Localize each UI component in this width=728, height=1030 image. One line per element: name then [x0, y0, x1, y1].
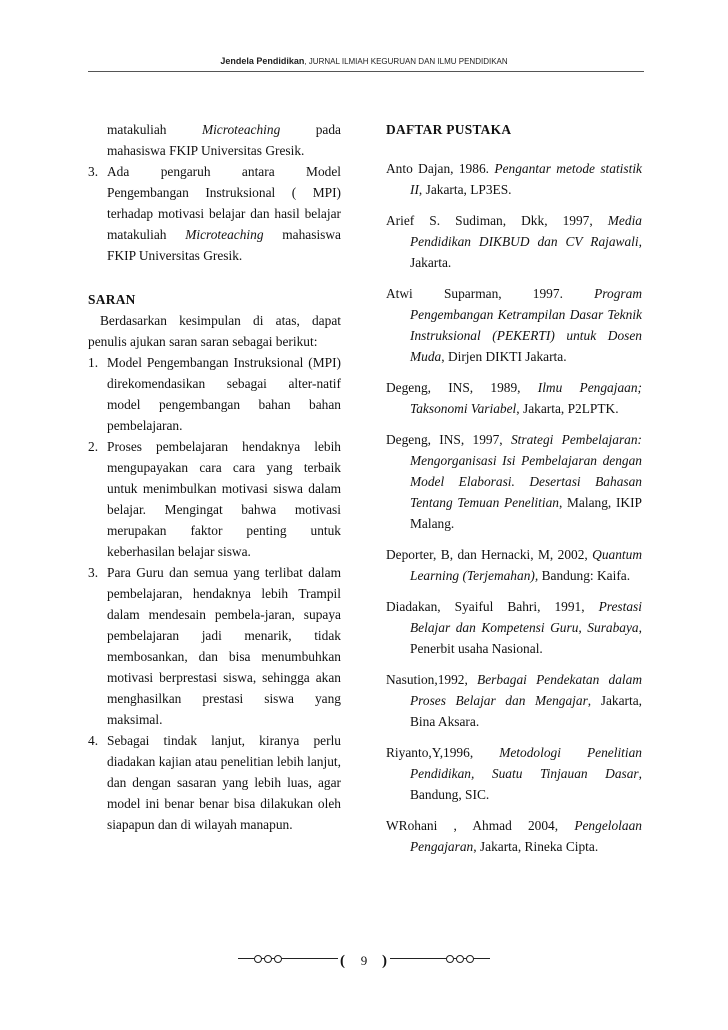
page-number: 9: [360, 953, 368, 968]
reference-entry: [386, 596, 642, 659]
ornament-bracket-right: ): [382, 953, 387, 969]
reference-author: Degeng, INS, 1989,: [386, 380, 538, 395]
ornament-circle: [446, 955, 454, 963]
reference-publisher: , Malang, IKIP Malang.: [410, 495, 642, 531]
list-number: 4.: [88, 733, 99, 748]
reference-publisher: , Jakarta, P2LPTK.: [516, 401, 619, 416]
saran-heading: SARAN: [88, 292, 136, 307]
reference-publisher: , Jakarta, Bina Aksara.: [410, 693, 642, 729]
reference-publisher: , Jakarta, Rineka Cipta.: [473, 839, 599, 854]
list-item: [88, 730, 341, 835]
reference-title: Ilmu Pengajaan; Taksonomi Variabel: [410, 380, 642, 416]
reference-author: Nasution,1992,: [386, 672, 478, 687]
reference-title: Media Pendidikan DIKBUD dan CV Rajawali: [410, 213, 642, 249]
ornament-circle: [264, 955, 272, 963]
reference-entry: [386, 210, 642, 273]
reference-publisher: , Dirjen DIKTI Jakarta.: [441, 349, 567, 364]
header-rule: [88, 71, 644, 72]
ornament-circle: [254, 955, 262, 963]
list-item: [88, 436, 341, 562]
reference-list: [386, 158, 642, 857]
reference-publisher: , Bandung, SIC.: [410, 766, 642, 802]
list-text-end: mahasiswa FKIP Universitas Gresik.: [107, 227, 342, 263]
list-text-italic: Microteaching: [185, 227, 264, 242]
reference-title: Strategi Pembelajaran: Mengorganisasi Isi Pembelajaran dengan Model Elaborasi. Desertasi Bahasan Tentang Temuan Penelitian: [410, 432, 642, 510]
list-text: Proses pembelajaran hendaknya lebih mengupayakan cara cara yang terbaik untuk menimbulkan motivasi siswa dalam belajar. Mengingat bahwa motivasi merupakan faktor penting untuk keberhasilan belajar siswa.: [107, 439, 341, 559]
journal-subtitle: , JURNAL ILMIAH KEGURUAN DAN ILMU PENDIDIKAN: [304, 57, 508, 66]
saran-list: [88, 352, 341, 835]
cont-word-2: Microteaching: [201, 122, 281, 137]
reference-entry: [386, 669, 642, 732]
continued-text: [88, 119, 341, 140]
reference-author: Arief S. Sudiman, Dkk, 1997,: [386, 213, 608, 228]
reference-title: Berbagai Pendekatan dalam Proses Belajar dan Mengajar: [410, 672, 642, 708]
list-number: 2.: [88, 439, 99, 454]
reference-title: Prestasi Belajar dan Kompetensi Guru, Surabaya: [410, 599, 642, 635]
journal-name: Jendela Pendidikan: [220, 56, 305, 66]
reference-author: Anto Dajan, 1986.: [386, 161, 495, 176]
saran-intro: Berdasarkan kesimpulan di atas, dapat penulis ajukan saran saran sebagai berikut:: [88, 313, 341, 349]
cont-word-1: matakuliah: [107, 122, 167, 137]
list-number: 3.: [88, 164, 99, 179]
reference-author: WRohani , Ahmad 2004,: [386, 818, 575, 833]
continued-text-line2: mahasiswa FKIP Universitas Gresik.: [107, 143, 305, 158]
reference-entry: [386, 429, 642, 534]
reference-author: Degeng, INS, 1997,: [386, 432, 511, 447]
reference-author: Atwi Suparman, 1997.: [386, 286, 595, 301]
reference-publisher: , Jakarta.: [410, 234, 642, 270]
list-text: Para Guru dan semua yang terlibat dalam pembelajaran, hendaknya lebih Trampil dalam mendesain pembela-jaran, supaya pembelajaran jadi menarik, tidak membosankan, dan bisa menumbuhkan motivasi berprestasi siswa, sehingga akan menghasilkan prestasi siswa yang maksimal.: [107, 565, 341, 727]
cont-word-3: pada: [315, 122, 341, 137]
footer-ornament-right: [390, 958, 490, 959]
reference-author: Deporter, B, dan Hernacki, M, 2002,: [386, 547, 593, 562]
reference-title: Program Pengembangan Ketrampilan Dasar Teknik Instruksional (PEKERTI) untuk Dosen Muda: [410, 286, 642, 364]
reference-entry: [386, 815, 642, 857]
reference-title: Quantum Learning (Terjemahan),: [410, 547, 642, 583]
right-column: [386, 119, 642, 867]
ornament-circle: [456, 955, 464, 963]
left-column: [88, 119, 341, 835]
list-text: Model Pengembangan Instruksional (MPI) direkomendasikan sebagai alter-natif model pengembangan bahan bahan pembelajaran.: [107, 355, 341, 433]
reference-title: Pengantar metode statistik II: [410, 161, 642, 197]
list-item: [88, 352, 341, 436]
reference-entry: [386, 158, 642, 200]
ornament-circle: [274, 955, 282, 963]
reference-entry: [386, 544, 642, 586]
reference-title: Metodologi Penelitian Pendidikan, Suatu Tinjauan Dasar: [410, 745, 642, 781]
list-text: Sebagai tindak lanjut, kiranya perlu diadakan kajian atau penelitian lebih lanjut, dan dengan sasaran yang lebih luas, agar model ini benar benar bisa dilakukan oleh siapapun dan di wilayah manapun.: [107, 733, 341, 832]
ornament-circle: [466, 955, 474, 963]
reference-entry: [386, 742, 642, 805]
ornament-bracket-left: (: [340, 953, 345, 969]
references-heading: DAFTAR PUSTAKA: [386, 122, 512, 137]
list-text: Ada pengaruh antara Model Pengembangan Instruksional ( MPI) terhadap motivasi belajar dan hasil belajar matakuliah: [107, 164, 341, 242]
list-item: [88, 562, 341, 730]
reference-publisher: Bandung: Kaifa.: [538, 568, 631, 583]
reference-author: Diadakan, Syaiful Bahri, 1991,: [386, 599, 599, 614]
footer-ornament-left: [238, 958, 338, 959]
reference-author: Riyanto,Y,1996,: [386, 745, 500, 760]
reference-entry: [386, 377, 642, 419]
reference-publisher: , Jakarta, LP3ES.: [418, 182, 512, 197]
running-header: [0, 56, 728, 66]
list-number: 3.: [88, 565, 99, 580]
reference-title: Pengelolaan Pengajaran: [410, 818, 642, 854]
reference-entry: [386, 283, 642, 367]
list-item: [88, 161, 341, 266]
reference-publisher: , Penerbit usaha Nasional.: [410, 620, 642, 656]
list-number: 1.: [88, 355, 99, 370]
